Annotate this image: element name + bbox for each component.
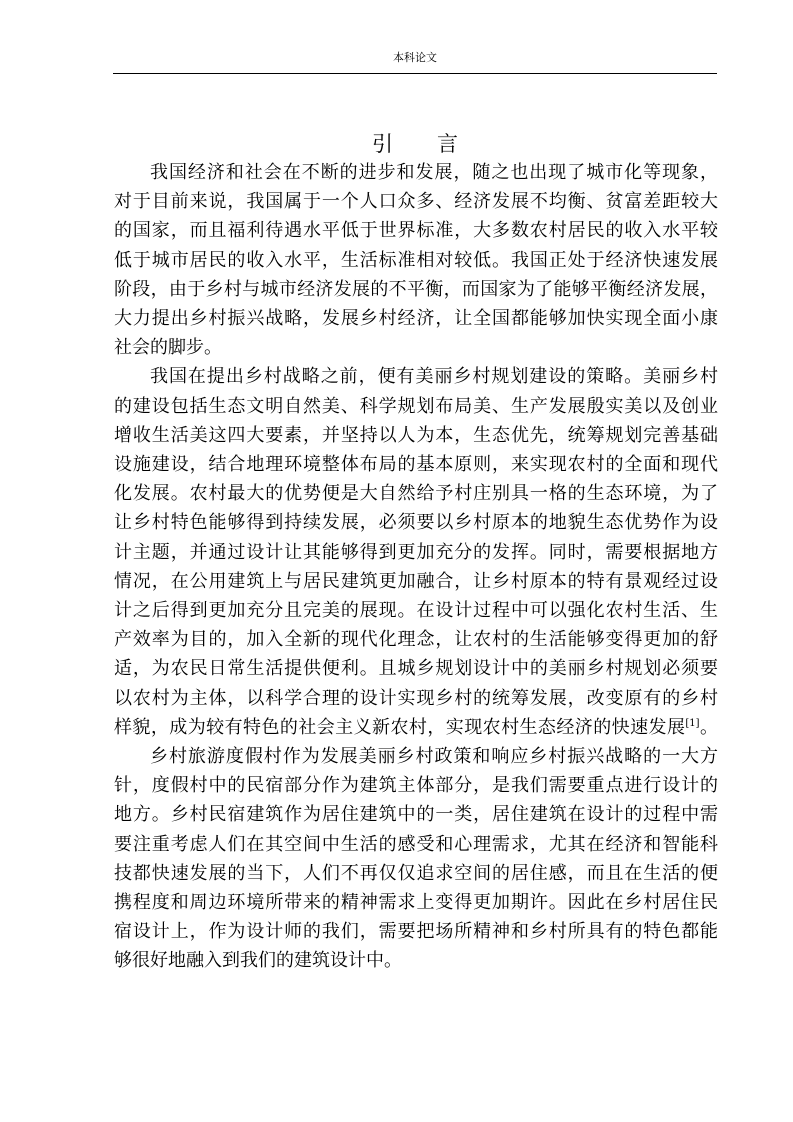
- text-line: 低于城市居民的收入水平，生活标准相对较低。我国正处于经济快速发展: [114, 249, 718, 271]
- text-line-with-citation: [114, 713, 718, 742]
- text-line: 的建设包括生态文明自然美、科学规划布局美、生产发展殷实美以及创业: [114, 395, 718, 417]
- text-line: 乡村旅游度假村作为发展美丽乡村政策和响应乡村振兴战略的一大方: [150, 746, 718, 768]
- header-rule: [113, 73, 717, 74]
- section-title: [113, 130, 717, 158]
- text-line: 阶段，由于乡村与城市经济发展的不平衡，而国家为了能够平衡经济发展，: [114, 278, 718, 300]
- text-line: 对于目前来说，我国属于一个人口众多、经济发展不均衡、贫富差距较大: [114, 191, 718, 213]
- text-line: 设施建设，结合地理环境整体布局的基本原则，来实现农村的全面和现代: [114, 454, 718, 476]
- paragraph-2: [114, 362, 718, 742]
- text-line: 计主题，并通过设计让其能够得到更加充分的发挥。同时，需要根据地方: [114, 541, 718, 563]
- text-line: 要注重考虑人们在其空间中生活的感受和心理需求，尤其在经济和智能科: [114, 833, 718, 855]
- text-line: 技都快速发展的当下，人们不再仅仅追求空间的居住感，而且在生活的便: [114, 862, 718, 884]
- text-line: 携程度和周边环境所带来的精神需求上变得更加期许。因此在乡村居住民: [114, 892, 718, 914]
- text-line: 针，度假村中的民宿部分作为建筑主体部分，是我们需要重点进行设计的: [114, 775, 718, 797]
- paragraph-3: [114, 742, 718, 976]
- paragraph-1: [114, 158, 718, 362]
- section-title-part2: 言: [437, 132, 458, 156]
- text-line: 大力提出乡村振兴战略，发展乡村经济，让全国都能够加快实现全面小康: [114, 308, 718, 330]
- text-line: 的国家，而且福利待遇水平低于世界标准，大多数农村居民的收入水平较: [114, 220, 718, 242]
- body-text: [114, 158, 718, 976]
- text-line: 让乡村特色能够得到持续发展，必须要以乡村原本的地貌生态优势作为设: [114, 512, 718, 534]
- running-header: 本科论文: [393, 51, 437, 64]
- text-line: 情况，在公用建筑上与居民建筑更加融合，让乡村原本的特有景观经过设: [114, 570, 718, 592]
- text-line: 我国经济和社会在不断的进步和发展，随之也出现了城市化等现象，: [150, 162, 718, 183]
- text-line: 我国在提出乡村战略之前，便有美丽乡村规划建设的策略。美丽乡村: [150, 366, 718, 388]
- text-line: 社会的脚步。: [114, 337, 222, 359]
- section-title-part1: 引: [372, 132, 393, 156]
- text-line: 够很好地融入到我们的建筑设计中。: [114, 950, 402, 972]
- end-punct: 。: [699, 716, 719, 738]
- text-line: 样貌，成为较有特色的社会主义新农村，实现农村生态经济的快速发展: [114, 716, 686, 738]
- text-line: 宿设计上，作为设计师的我们，需要把场所精神和乡村所具有的特色都能: [114, 921, 718, 943]
- text-line: 以农村为主体，以科学合理的设计实现乡村的统筹发展，改变原有的乡村: [114, 687, 718, 709]
- text-line: 适，为农民日常生活提供便利。且城乡规划设计中的美丽乡村规划必须要: [114, 658, 718, 680]
- text-line: 增收生活美这四大要素，并坚持以人为本，生态优先，统筹规划完善基础: [114, 424, 718, 446]
- citation-ref[interactable]: [1]: [685, 717, 700, 729]
- text-line: 计之后得到更加充分且完美的展现。在设计过程中可以强化农村生活、生: [114, 600, 718, 622]
- text-line: 化发展。农村最大的优势便是大自然给予村庄别具一格的生态环境，为了: [114, 483, 718, 505]
- text-line: 地方。乡村民宿建筑作为居住建筑中的一类，居住建筑在设计的过程中需: [114, 804, 718, 826]
- text-line: 产效率为目的，加入全新的现代化理念，让农村的生活能够变得更加的舒: [114, 629, 718, 651]
